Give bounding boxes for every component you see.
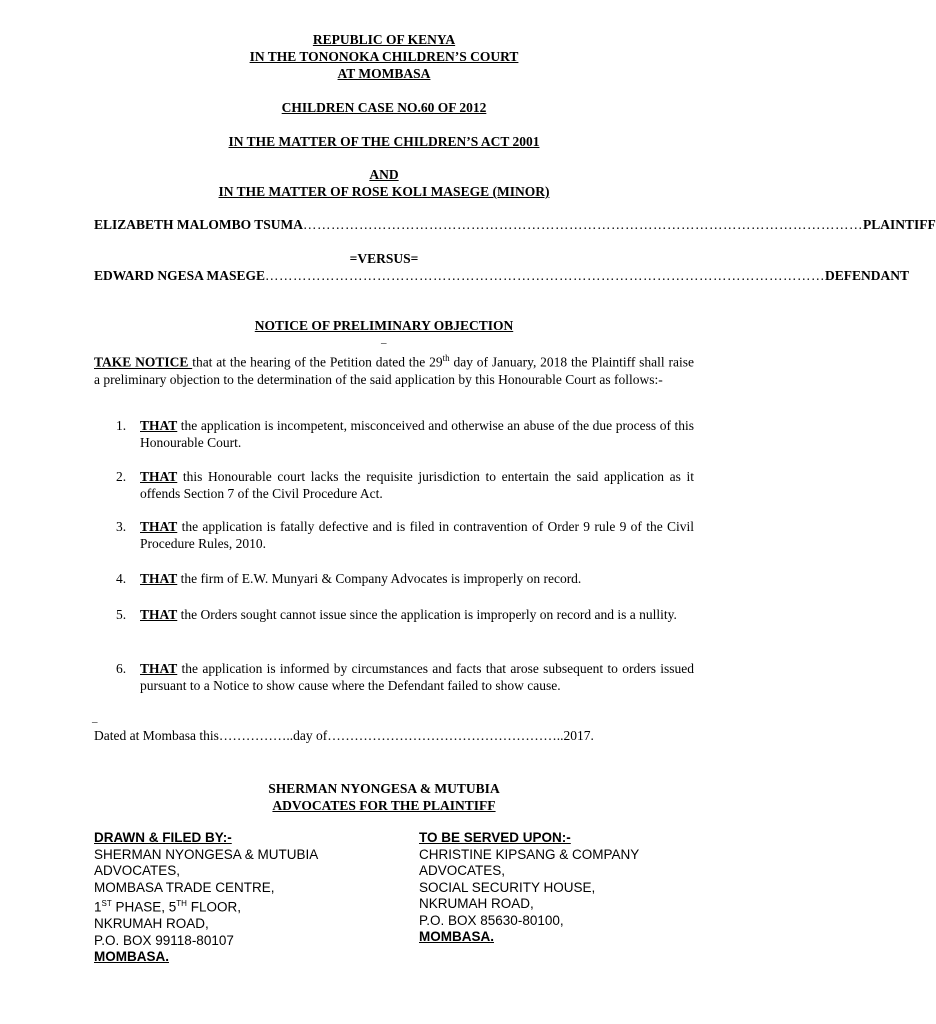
ground-item <box>116 660 694 694</box>
served-line: ADVOCATES, <box>419 863 506 878</box>
dated-dots-month: …………………………………………….. <box>327 728 564 743</box>
dated-dots-day: …………….. <box>218 728 294 743</box>
ground-number: 5. <box>116 607 127 622</box>
served-line: CHRISTINE KIPSANG & COMPANY <box>419 846 640 862</box>
versus-label: =VERSUS= <box>349 251 419 266</box>
ground-text: the Orders sought cannot issue since the application is improperly on record and is a nullity. <box>177 607 677 622</box>
drawn-line: MOMBASA TRADE CENTRE, <box>94 879 275 895</box>
ground-number: 2. <box>116 469 127 484</box>
ground-text: the application is informed by circumstances and facts that arose subsequent to orders issued pursuant to a Notice to show cause where the Defendant failed to show cause. <box>140 661 694 693</box>
drawn-heading: DRAWN & FILED BY:- <box>94 830 232 845</box>
ground-text: the application is incompetent, misconceived and otherwise an abuse of the due process of this Honourable Court. <box>140 418 694 450</box>
header-court: IN THE TONONOKA CHILDREN’S COURT <box>249 49 519 64</box>
and-label: AND <box>369 167 399 182</box>
ground-text: the application is fatally defective and is filed in contravention of Order 9 rule 9 of the Civil Procedure Rules, 2010. <box>140 519 694 551</box>
served-line: NKRUMAH ROAD, <box>419 896 534 911</box>
notice-intro-b: day of January, 2018 the Plaintiff shall raise a preliminary objection to the determination of the said application by this Honourable Court as follows:- <box>94 354 694 387</box>
stray-mark: _ <box>381 333 387 345</box>
plaintiff-name: ELIZABETH MALOMBO TSUMA <box>94 217 304 232</box>
notice-title: NOTICE OF PRELIMINARY OBJECTION <box>254 318 514 333</box>
dated-year: 2017. <box>563 728 594 743</box>
header-republic: REPUBLIC OF KENYA <box>312 32 456 47</box>
served-line: SOCIAL SECURITY HOUSE, <box>419 879 596 895</box>
dated-line <box>94 727 694 744</box>
stray-mark: _ <box>92 712 98 724</box>
defendant-role: DEFENDANT <box>825 268 910 283</box>
served-line: P.O. BOX 85630-80100, <box>419 912 564 928</box>
ground-number: 4. <box>116 571 127 586</box>
matter-minor: IN THE MATTER OF ROSE KOLI MASEGE (MINOR) <box>218 184 550 199</box>
ground-lead: THAT <box>140 418 178 433</box>
defendant-dots: ………………………………………………………………………………………………………… <box>265 268 826 283</box>
ground-number: 3. <box>116 519 127 534</box>
ground-item <box>116 518 694 552</box>
ground-item <box>116 570 694 587</box>
ground-item <box>116 417 694 451</box>
served-city: MOMBASA. <box>419 929 494 944</box>
defendant-name: EDWARD NGESA MASEGE <box>94 268 266 283</box>
header-location: AT MOMBASA <box>337 66 431 81</box>
drawn-line: NKRUMAH ROAD, <box>94 916 209 931</box>
case-number: CHILDREN CASE NO.60 OF 2012 <box>281 100 487 115</box>
ground-lead: THAT <box>140 571 178 586</box>
drawn-line: 1ST PHASE, 5TH FLOOR, <box>94 899 241 915</box>
ground-lead: THAT <box>140 519 178 534</box>
plaintiff-role: PLAINTIFF <box>863 217 936 232</box>
drawn-city: MOMBASA. <box>94 949 169 964</box>
dated-mid: day of <box>293 728 328 743</box>
ground-text: the firm of E.W. Munyari & Company Advocates is improperly on record. <box>177 571 582 586</box>
matter-act: IN THE MATTER OF THE CHILDREN’S ACT 2001 <box>228 134 540 149</box>
take-notice-label: TAKE NOTICE <box>94 354 193 370</box>
notice-intro <box>94 350 694 388</box>
served-upon-block <box>419 830 709 946</box>
defendant-line <box>94 267 910 284</box>
notice-intro-a: that at the hearing of the Petition dated the 29 <box>192 354 443 370</box>
drawn-line: P.O. BOX 99118-80107 <box>94 932 234 948</box>
ground-lead: THAT <box>140 661 178 676</box>
ground-lead: THAT <box>140 607 178 622</box>
ground-number: 6. <box>116 661 127 676</box>
served-heading: TO BE SERVED UPON:- <box>419 830 571 845</box>
ground-number: 1. <box>116 418 127 433</box>
ground-item <box>116 468 694 502</box>
ground-text: this Honourable court lacks the requisite jurisdiction to entertain the said application as it offends Section 7 of the Civil Procedure Act. <box>140 469 694 501</box>
ground-item <box>116 606 694 623</box>
dated-prefix: Dated at Mombasa this <box>94 728 219 743</box>
drawn-line: SHERMAN NYONGESA & MUTUBIA <box>94 846 319 862</box>
drawn-filed-block <box>94 830 394 966</box>
ground-lead: THAT <box>140 469 178 484</box>
drawn-line: ADVOCATES, <box>94 863 181 878</box>
notice-intro-sup: th <box>442 353 450 363</box>
signature-firm: SHERMAN NYONGESA & MUTUBIA <box>268 781 500 796</box>
plaintiff-dots: ………………………………………………………………………………………………………… <box>303 217 864 232</box>
plaintiff-line <box>94 216 936 233</box>
signature-role: ADVOCATES FOR THE PLAINTIFF <box>272 798 496 813</box>
